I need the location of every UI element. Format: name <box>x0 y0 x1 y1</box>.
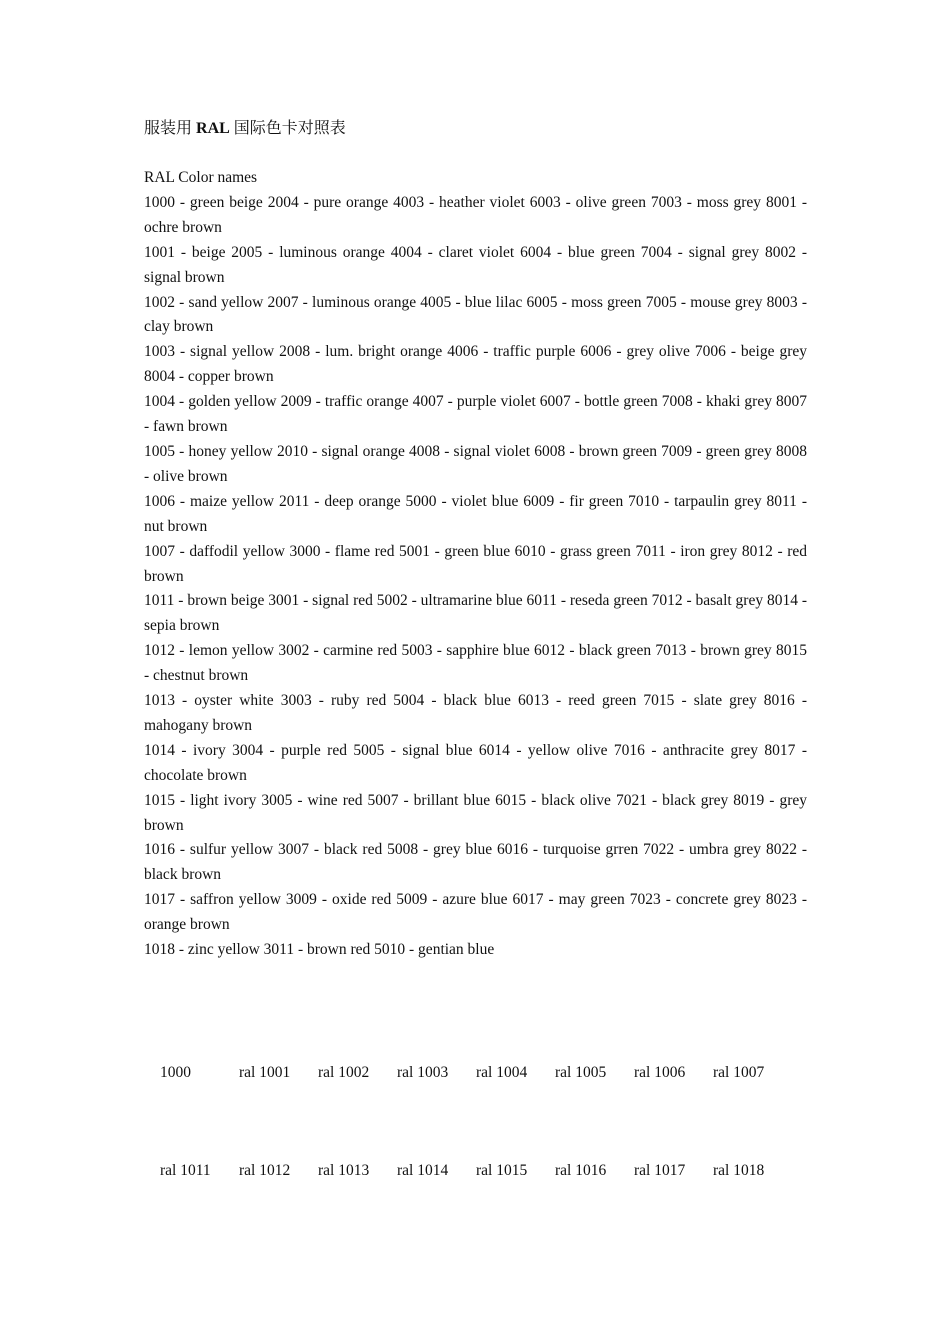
title-prefix: 服装用 <box>144 120 197 137</box>
list-item: 1000 - green beige 2004 - pure orange 4003 - heather violet 6003 - olive green 7003 - moss grey 8001 - ochre brown <box>144 193 807 236</box>
swatch-label: 1000 <box>160 1064 191 1081</box>
swatch-label-row-1 <box>0 1061 950 1085</box>
swatch-label: ral 1005 <box>555 1064 607 1081</box>
list-item: 1011 - brown beige 3001 - signal red 5002 - ultramarine blue 6011 - reseda green 7012 - basalt grey 8014 - sepia brown <box>144 592 808 635</box>
list-item: 1012 - lemon yellow 3002 - carmine red 5003 - sapphire blue 6012 - black green 7013 - brown grey 8015 - chestnut brown <box>144 642 807 685</box>
swatch-label: ral 1003 <box>397 1064 449 1081</box>
list-item: 1015 - light ivory 3005 - wine red 5007 - brillant blue 6015 - black olive 7021 - black grey 8019 - grey brown <box>144 791 807 834</box>
swatch-label: ral 1014 <box>397 1162 449 1179</box>
swatch-label: ral 1012 <box>239 1162 291 1179</box>
list-item: 1016 - sulfur yellow 3007 - black red 5008 - grey blue 6016 - turquoise grren 7022 - umbra grey 8022 - black brown <box>144 841 807 884</box>
swatch-label: ral 1004 <box>476 1064 528 1081</box>
list-item: 1006 - maize yellow 2011 - deep orange 5000 - violet blue 6009 - fir green 7010 - tarpaulin grey 8011 - nut brown <box>144 492 807 535</box>
list-item: 1001 - beige 2005 - luminous orange 4004 - claret violet 6004 - blue green 7004 - signal grey 8002 - signal brown <box>144 243 807 286</box>
title-suffix: 国际色卡对照表 <box>229 120 346 137</box>
list-item: 1007 - daffodil yellow 3000 - flame red 5001 - green blue 6010 - grass green 7011 - iron grey 8012 - red brown <box>144 542 807 585</box>
swatch-label: ral 1011 <box>160 1162 211 1179</box>
list-item: 1017 - saffron yellow 3009 - oxide red 5009 - azure blue 6017 - may green 7023 - concrete grey 8023 - orange brown <box>144 891 807 934</box>
swatch-label: ral 1013 <box>318 1162 370 1179</box>
swatch-label: ral 1017 <box>634 1162 686 1179</box>
swatch-label: ral 1001 <box>239 1064 291 1081</box>
list-item: 1018 - zinc yellow 3011 - brown red 5010 - gentian blue <box>144 941 495 959</box>
swatch-label: ral 1015 <box>476 1162 528 1179</box>
swatch-label: ral 1016 <box>555 1162 607 1179</box>
swatch-label: ral 1007 <box>713 1064 765 1081</box>
swatch-label-row-2 <box>0 1159 950 1183</box>
list-item: 1004 - golden yellow 2009 - traffic orange 4007 - purple violet 6007 - bottle green 7008 - khaki grey 8007 - fawn brown <box>144 393 807 436</box>
swatch-label: ral 1006 <box>634 1064 686 1081</box>
swatch-label: ral 1002 <box>318 1064 370 1081</box>
list-item: 1002 - sand yellow 2007 - luminous orange 4005 - blue lilac 6005 - moss green 7005 - mouse grey 8003 - clay brown <box>144 293 807 336</box>
swatch-label: ral 1018 <box>713 1162 765 1179</box>
list-item: 1014 - ivory 3004 - purple red 5005 - signal blue 6014 - yellow olive 7016 - anthracite grey 8017 - chocolate brown <box>144 741 807 784</box>
document-title <box>144 118 346 140</box>
list-item: 1005 - honey yellow 2010 - signal orange 4008 - signal violet 6008 - brown green 7009 - green grey 8008 - olive brown <box>144 442 807 485</box>
list-heading: RAL Color names <box>144 169 258 186</box>
list-item: 1003 - signal yellow 2008 - lum. bright orange 4006 - traffic purple 6006 - grey olive 7006 - beige grey 8004 - copper brown <box>144 343 807 386</box>
list-item: 1013 - oyster white 3003 - ruby red 5004 - black blue 6013 - reed green 7015 - slate grey 8016 - mahogany brown <box>144 692 807 734</box>
title-bold: RAL <box>196 120 230 137</box>
color-names-list <box>144 166 807 963</box>
